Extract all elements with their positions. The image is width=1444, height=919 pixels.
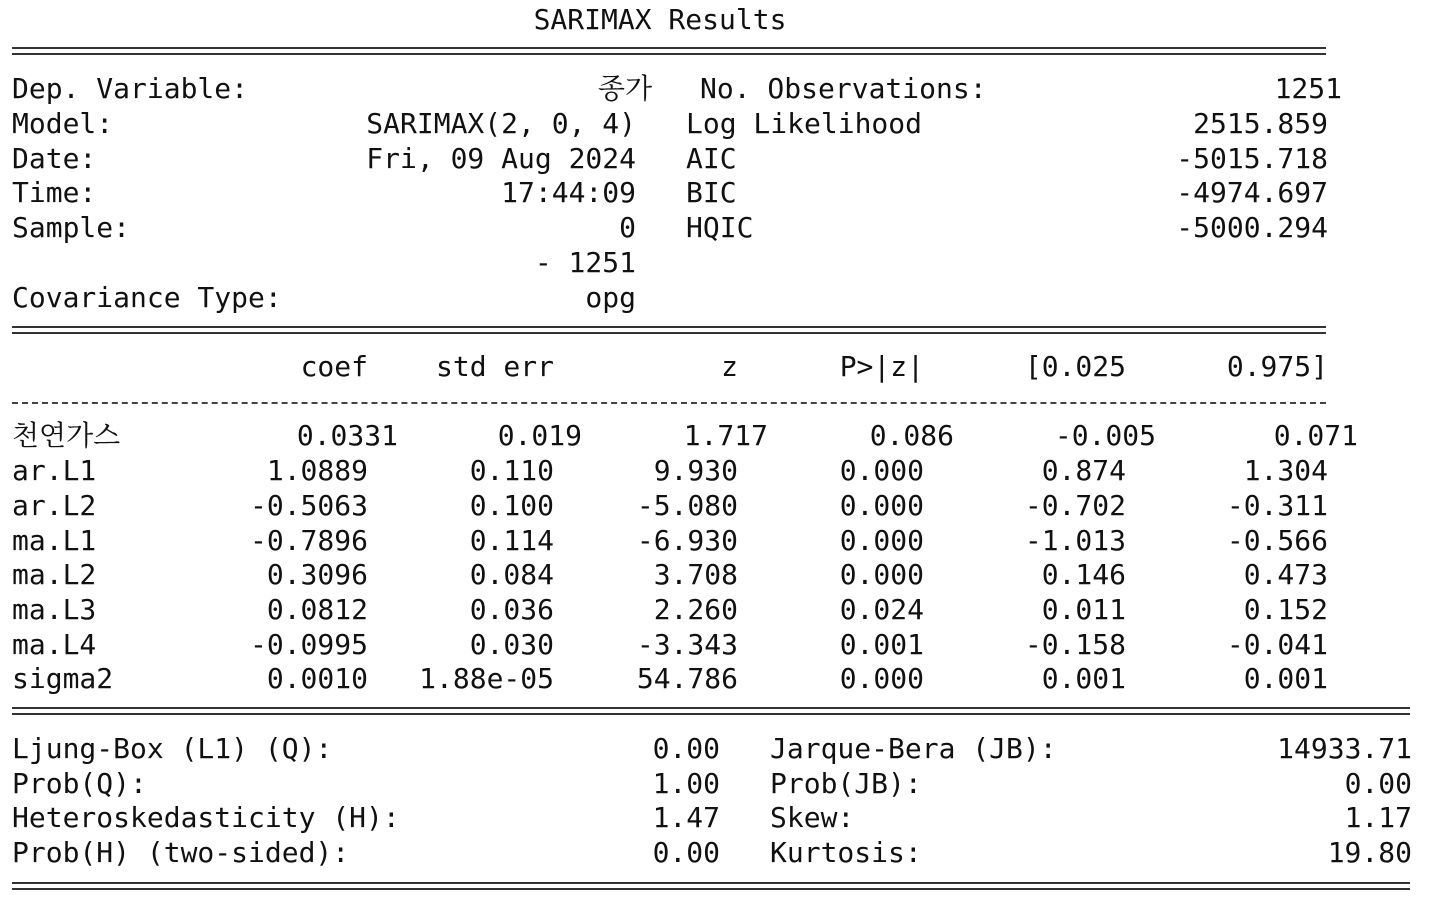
coef-cell: 0.100 [469, 489, 554, 522]
coef-cell: 3.708 [653, 558, 738, 591]
header-label-bic: BIC [686, 176, 737, 209]
diag-value-skew: 1.17 [1344, 801, 1412, 834]
coef-cell: 54.786 [636, 662, 738, 695]
coef-row-name: ma.L1 [12, 524, 97, 557]
coef-cell: 0.000 [839, 454, 924, 487]
coef-cell: 0.001 [1243, 662, 1328, 695]
header-value-no-observations: 1251 [1274, 72, 1342, 105]
coef-cell: -0.158 [1024, 628, 1126, 661]
diag-value-prob-h: 0.00 [652, 836, 720, 869]
header-value-hqic: -5000.294 [1176, 211, 1328, 244]
header-label-log-likelihood: Log Likelihood [686, 107, 923, 140]
diag-label-prob-q: Prob(Q): [12, 767, 147, 800]
coef-col-z: z [721, 350, 738, 383]
coef-cell: 0.473 [1243, 558, 1328, 591]
coef-cell: 1.0889 [266, 454, 368, 487]
header-label-covariance-type: Covariance Type: [12, 281, 282, 314]
diag-value-kurtosis: 19.80 [1327, 836, 1412, 869]
page-title: SARIMAX Results [533, 3, 787, 36]
header-label-date: Date: [12, 142, 97, 175]
coef-cell: 9.930 [653, 454, 738, 487]
header-label-model: Model: [12, 107, 114, 140]
coef-cell: -0.566 [1226, 524, 1328, 557]
coef-cell: -0.005 [1054, 419, 1156, 452]
diag-label-jarque-bera: Jarque-Bera (JB): [770, 732, 1057, 765]
header-value-aic: -5015.718 [1176, 142, 1328, 175]
diag-label-prob-jb: Prob(JB): [770, 767, 922, 800]
coef-row-name: ma.L2 [12, 558, 97, 591]
coef-cell: 0.084 [469, 558, 554, 591]
coef-cell: 0.036 [469, 593, 554, 626]
coef-row-name: ma.L4 [12, 628, 97, 661]
coef-col-std-err: std err [435, 350, 554, 383]
coef-cell: -0.5063 [249, 489, 368, 522]
coef-col-p-value: P>|z| [839, 350, 924, 383]
diag-label-heteroskedasticity: Heteroskedasticity (H): [12, 801, 400, 834]
coef-cell: 0.152 [1243, 593, 1328, 626]
header-value-time: 17:44:09 [501, 176, 636, 209]
coef-cell: -1.013 [1024, 524, 1126, 557]
diag-value-jarque-bera: 14933.71 [1277, 732, 1412, 765]
coef-row-name: sigma2 [12, 662, 114, 695]
header-label-time: Time: [12, 176, 97, 209]
separator-coef-header [12, 402, 1326, 404]
coef-cell: 0.000 [839, 662, 924, 695]
coef-cell: 0.0331 [296, 419, 398, 452]
coef-cell: 0.110 [469, 454, 554, 487]
coef-cell: 0.024 [839, 593, 924, 626]
header-label-no-observations: No. Observations: [700, 72, 987, 105]
diag-value-ljung-box: 0.00 [652, 732, 720, 765]
coef-cell: 0.146 [1041, 558, 1126, 591]
diag-value-heteroskedasticity: 1.47 [652, 801, 720, 834]
coef-col-ci-upper: 0.975] [1226, 350, 1328, 383]
coef-cell: -6.930 [636, 524, 738, 557]
coef-cell: 2.260 [653, 593, 738, 626]
coef-cell: 0.011 [1041, 593, 1126, 626]
coef-cell: -0.0995 [249, 628, 368, 661]
coef-cell: -0.311 [1226, 489, 1328, 522]
coef-row-name: ar.L1 [12, 454, 97, 487]
coef-cell: 0.001 [1041, 662, 1126, 695]
separator-top [12, 47, 1326, 55]
coef-cell: 0.0010 [266, 662, 368, 695]
header-label-sample: Sample: [12, 211, 131, 244]
header-value-bic: -4974.697 [1176, 176, 1328, 209]
coef-cell: 0.000 [839, 489, 924, 522]
separator-diagnostics-top [12, 707, 1410, 715]
coef-cell: 1.304 [1243, 454, 1328, 487]
header-value-covariance-type: opg [585, 281, 636, 314]
coef-cell: -0.702 [1024, 489, 1126, 522]
diag-label-kurtosis: Kurtosis: [770, 836, 922, 869]
diag-value-prob-q: 1.00 [652, 767, 720, 800]
coef-row-name: ar.L2 [12, 489, 97, 522]
coef-cell: 0.114 [469, 524, 554, 557]
coef-cell: 0.000 [839, 558, 924, 591]
diag-value-prob-jb: 0.00 [1344, 767, 1412, 800]
diag-label-ljung-box: Ljung-Box (L1) (Q): [12, 732, 333, 765]
coef-cell: -0.041 [1226, 628, 1328, 661]
coef-cell: -3.343 [636, 628, 738, 661]
coef-row-name: ma.L3 [12, 593, 97, 626]
header-label-aic: AIC [686, 142, 737, 175]
coef-cell: 0.874 [1041, 454, 1126, 487]
coef-cell: 1.88e-05 [419, 662, 554, 695]
diag-label-prob-h: Prob(H) (two-sided): [12, 836, 350, 869]
coef-cell: 0.0812 [266, 593, 368, 626]
header-value-sample: 0 [619, 211, 636, 244]
header-value-log-likelihood: 2515.859 [1193, 107, 1328, 140]
header-value-date: Fri, 09 Aug 2024 [366, 142, 636, 175]
header-label-hqic: HQIC [686, 211, 754, 244]
header-label-dep-variable: Dep. Variable: [12, 72, 249, 105]
coef-col-ci-lower: [0.025 [1024, 350, 1126, 383]
coef-cell: 0.086 [869, 419, 954, 452]
coef-cell: 0.001 [839, 628, 924, 661]
coef-col-coef: coef [300, 350, 368, 383]
coef-cell: 0.071 [1273, 419, 1358, 452]
coef-cell: -0.7896 [249, 524, 368, 557]
coef-cell: 0.000 [839, 524, 924, 557]
diag-label-skew: Skew: [770, 801, 855, 834]
separator-coef-top [12, 326, 1326, 334]
header-value-sample-end: - 1251 [534, 246, 636, 279]
header-value-dep-variable: 종가 [597, 72, 652, 105]
coef-cell: 0.019 [497, 419, 582, 452]
separator-bottom [12, 882, 1410, 890]
coef-cell: -5.080 [636, 489, 738, 522]
header-value-model: SARIMAX(2, 0, 4) [366, 107, 636, 140]
coef-cell: 0.030 [469, 628, 554, 661]
coef-row-name: 천연가스 [12, 419, 121, 452]
coef-cell: 1.717 [683, 419, 768, 452]
coef-cell: 0.3096 [266, 558, 368, 591]
